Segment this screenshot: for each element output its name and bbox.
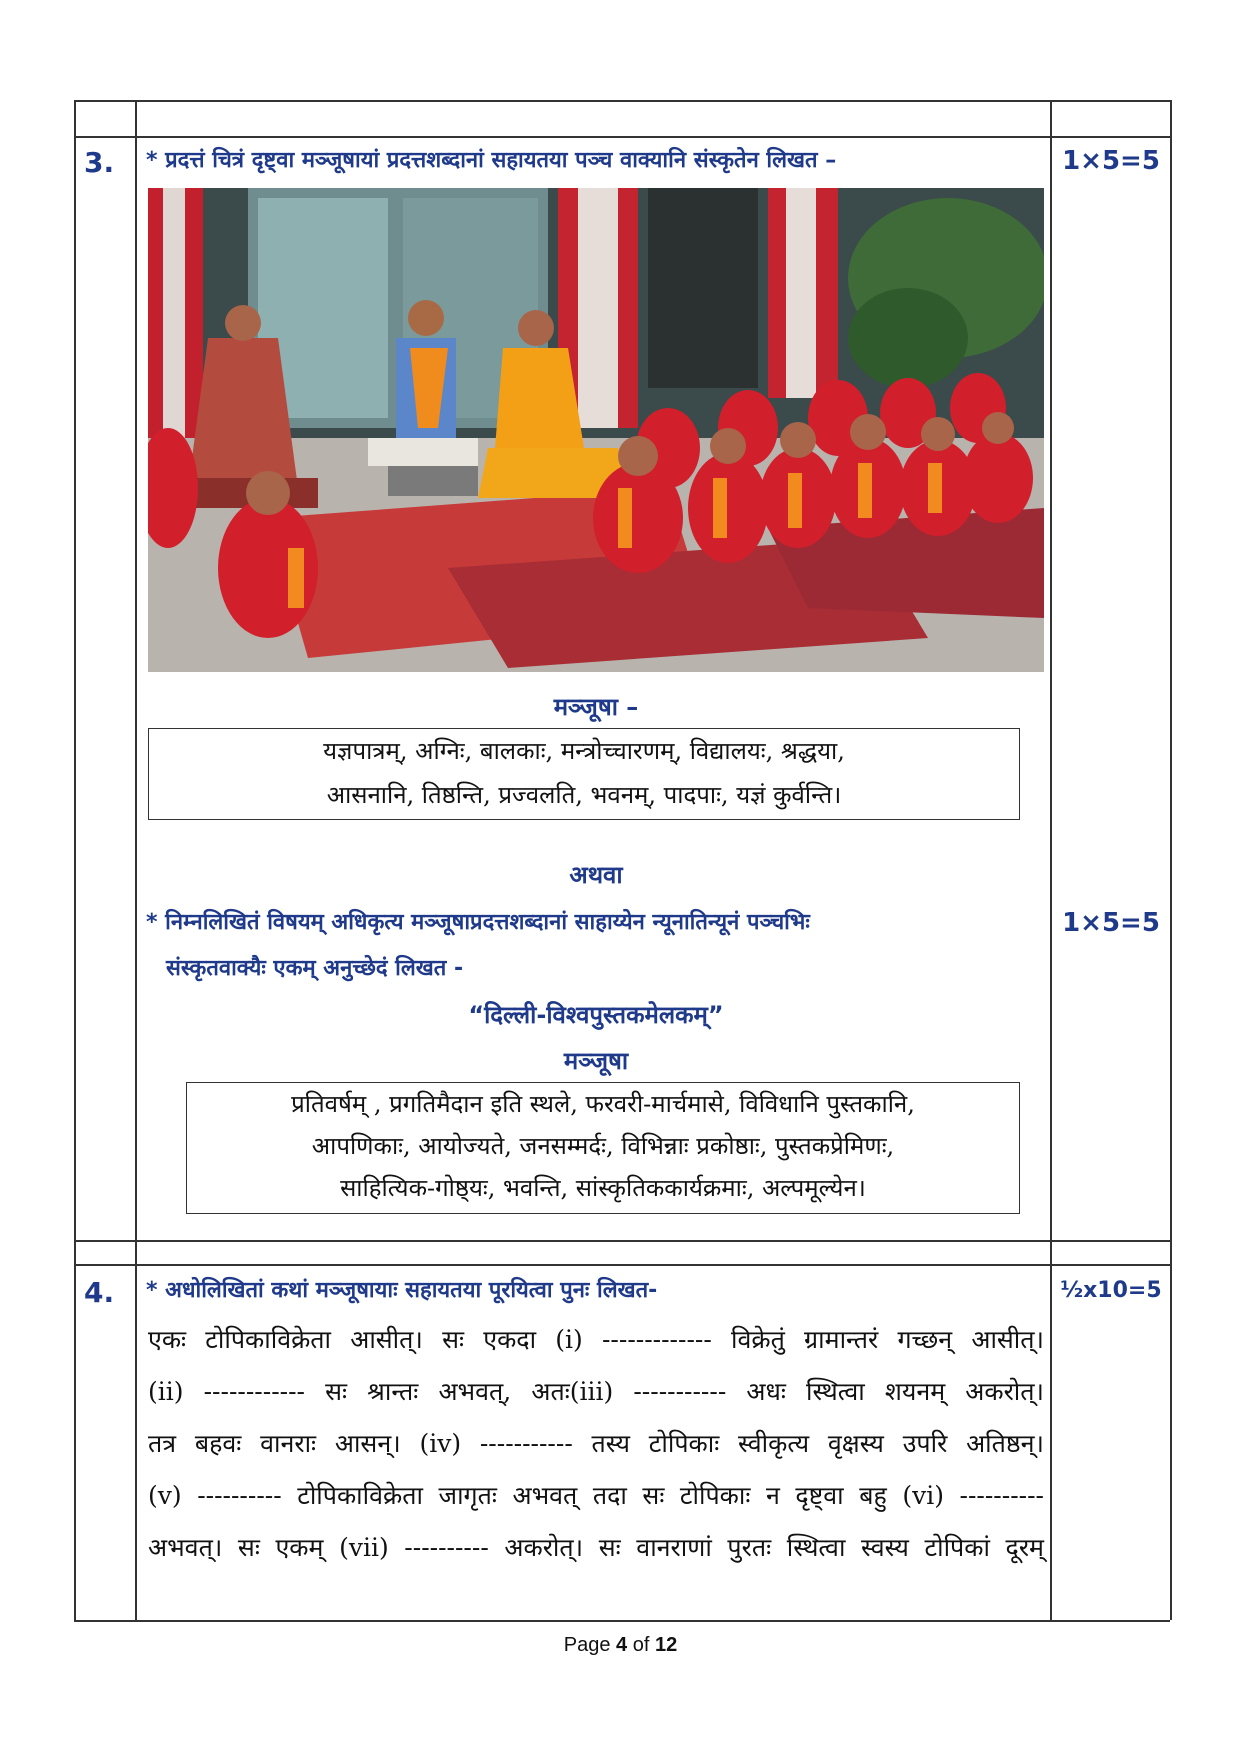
footer-of: of xyxy=(627,1634,655,1656)
page-footer xyxy=(0,1634,1241,1657)
table-border-top xyxy=(74,100,1170,102)
manjusha-word-box xyxy=(148,728,1020,820)
story-line: एकः टोपिकाविक्रेता आसीत्। सः एकदा (i) ------------- विक्रेतुं ग्रामान्तरं गच्छन् आसीत्। xyxy=(148,1325,1044,1354)
manjusha-heading: मञ्जूषा – xyxy=(553,693,639,721)
story-line: तत्र बहवः वानराः आसन्। (iv) ----------- तस्य टोपिकाः स्वीकृत्य वृक्षस्य उपरि अतिष्ठन्। xyxy=(148,1429,1044,1458)
alt-manjusha-heading: मञ्जूषा xyxy=(563,1047,629,1075)
table-column-divider xyxy=(135,100,137,1620)
manjusha-words-line: प्रतिवर्षम् , प्रगतिमैदान इति स्थले, फरवरी-मार्चमासे, विविधानि पुस्तकानि, xyxy=(291,1090,915,1118)
question-number: 4. xyxy=(84,1276,115,1309)
manjusha-words-line: आसनानि, तिष्ठन्ति, प्रज्वलति, भवनम्, पादपाः, यज्ञं कुर्वन्ति। xyxy=(326,781,842,809)
question-instruction: * अधोलिखितां कथां मञ्जूषायाः सहायतया पूरयित्वा पुनः लिखत- xyxy=(146,1278,658,1303)
table-row-divider xyxy=(74,1264,1170,1266)
marks-label: 1×5=5 xyxy=(1062,146,1160,176)
story-line: (ii) ------------ सः श्रान्तः अभवत्, अतः(iii) ----------- अधः स्थित्वा शयनम् अकरोत्। xyxy=(148,1377,1044,1406)
footer-prefix: Page xyxy=(563,1634,617,1656)
table-border-left xyxy=(74,100,76,1620)
manjusha-words-line: साहित्यिक-गोष्ठ्यः, भवन्ति, सांस्कृतिककार्यक्रमाः, अल्पमूल्येन। xyxy=(340,1174,866,1202)
manjusha-words-line: यज्ञपात्रम्, अग्निः, बालकाः, मन्त्रोच्चारणम्, विद्यालयः, श्रद्धया, xyxy=(323,737,845,765)
table-column-divider xyxy=(1050,100,1052,1620)
topic-title: “दिल्ली-विश्वपुस्तकमेलकम्” xyxy=(468,1001,724,1029)
footer-page-total: 12 xyxy=(654,1634,678,1656)
manjusha-words-line: आपणिकाः, आयोज्यते, जनसम्मर्दः, विभिन्नाः प्रकोष्ठाः, पुस्तकप्रेमिणः, xyxy=(311,1132,895,1160)
story-line: अभवत्। सः एकम् (vii) ---------- अकरोत्। सः वानराणां पुरतः स्थित्वा स्वस्य टोपिकां दूरम् xyxy=(148,1533,1044,1562)
table-border-bottom xyxy=(74,1620,1170,1622)
alt-manjusha-word-box xyxy=(186,1082,1020,1214)
table-row-divider xyxy=(74,136,1170,138)
table-row-divider xyxy=(74,1240,1170,1242)
or-label: अथवा xyxy=(569,861,623,889)
table-border-right xyxy=(1170,100,1172,1620)
havan-ceremony-photo xyxy=(148,188,1044,672)
alt-instruction-line: * निम्नलिखितं विषयम् अधिकृत्य मञ्जूषाप्रदत्तशब्दानां साहाय्येन न्यूनातिन्यूनं पञ्चभिः xyxy=(146,910,810,935)
marks-label: ½x10=5 xyxy=(1060,1278,1162,1303)
question-number: 3. xyxy=(84,146,115,179)
footer-page-number: 4 xyxy=(616,1634,628,1656)
story-line: (v) ---------- टोपिकाविक्रेता जागृतः अभवत् तदा सः टोपिकाः न दृष्ट्वा बहु (vi) ---------- xyxy=(148,1481,1044,1510)
alt-instruction-line: संस्कृतवाक्यैः एकम् अनुच्छेदं लिखत - xyxy=(166,956,464,981)
alt-marks-label: 1×5=5 xyxy=(1062,908,1160,938)
question-instruction: * प्रदत्तं चित्रं दृष्ट्वा मञ्जूषायां प्रदत्तशब्दानां सहायतया पञ्च वाक्यानि संस्कृतेन लिखत – xyxy=(146,148,837,173)
